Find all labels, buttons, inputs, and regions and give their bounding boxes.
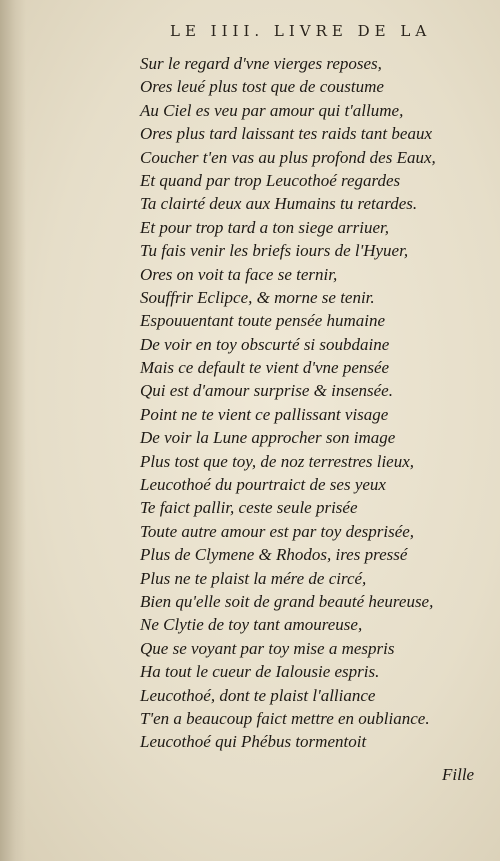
verse-line: Te faict pallir, ceste seule prisée (140, 498, 358, 518)
verse-line: Au Ciel es veu par amour qui t'allume, (140, 100, 404, 120)
running-head: LE IIII. LIVRE DE LA (170, 22, 432, 40)
verse-line: T'en a beaucoup faict mettre en oubliance. (140, 708, 430, 728)
verse-line: Ha tout le cueur de Ialousie espris. (140, 662, 380, 682)
verse-line: Espouuentant toute pensée humaine (140, 311, 386, 331)
verse-line: Mais ce default te vient d'vne pensée (140, 358, 390, 378)
verse-line: Et pour trop tard a ton siege arriuer, (140, 217, 390, 237)
verse-line: Leucothoé qui Phébus tormentoit (140, 732, 367, 752)
verse-line: Ores plus tard laissant tes raids tant beaux (140, 124, 432, 144)
verse-line: Souffrir Eclipce, & morne se tenir. (140, 287, 375, 307)
catchword: Fille (442, 765, 475, 784)
verse-block (140, 52, 480, 754)
verse-line: Plus tost que toy, de noz terrestres lieux, (140, 451, 415, 471)
verse-line: Coucher t'en vas au plus profond des Eaux, (140, 147, 436, 167)
verse-line: Leucothoé, dont te plaist l'alliance (140, 685, 376, 705)
verse-line: Ores on voit ta face se ternir, (140, 264, 338, 284)
verse-line: Qui est d'amour surprise & insensée. (140, 381, 393, 401)
verse-line: Ta clairté deux aux Humains tu retardes. (140, 194, 418, 214)
verse-line: Tu fais venir les briefs iours de l'Hyuer, (140, 241, 409, 261)
verse-line: Leucothoé du pourtraict de ses yeux (140, 475, 386, 495)
verse-line: Bien qu'elle soit de grand beauté heureuse, (140, 591, 434, 611)
verse-line: Plus de Clymene & Rhodos, ires pressé (140, 545, 408, 565)
page-gutter-shadow (0, 0, 26, 861)
verse-line: Point ne te vient ce pallissant visage (140, 404, 389, 424)
verse-line: Toute autre amour est par toy desprisée, (140, 521, 415, 541)
verse-line: Plus ne te plaist la mére de circé, (140, 568, 367, 588)
verse-line: Sur le regard d'vne vierges reposes, (140, 54, 382, 73)
verse-line: Ne Clytie de toy tant amoureuse, (140, 615, 363, 635)
verse-line: Que se voyant par toy mise a mespris (140, 638, 395, 658)
verse-line: Et quand par trop Leucothoé regardes (140, 170, 401, 190)
verse-line: De voir la Lune approcher son image (140, 428, 396, 448)
verse-line: De voir en toy obscurté si soubdaine (140, 334, 390, 354)
verse-line: Ores leué plus tost que de coustume (140, 77, 384, 97)
